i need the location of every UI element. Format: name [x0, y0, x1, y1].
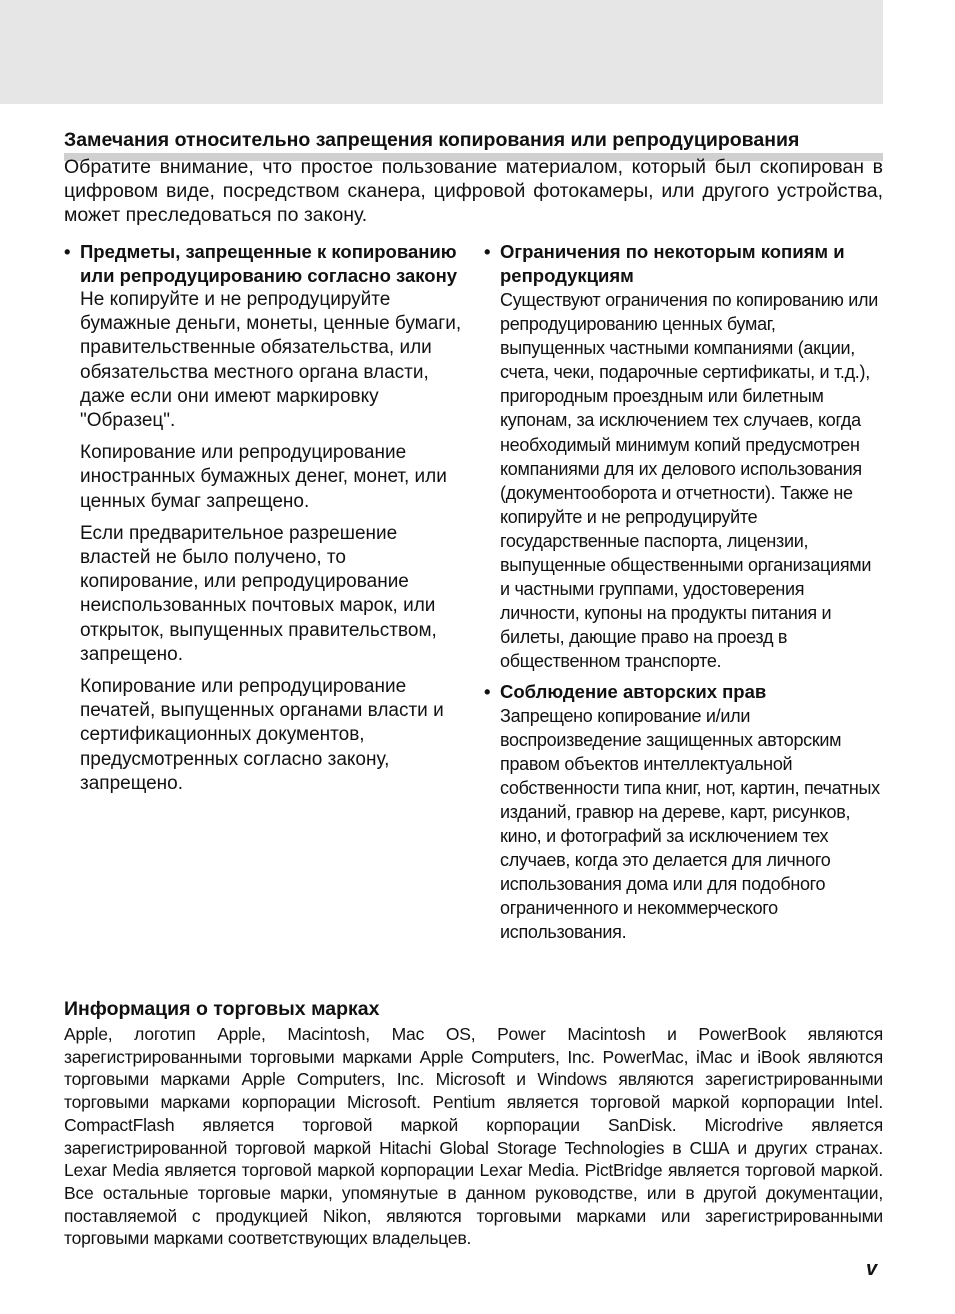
header-band: [0, 0, 883, 104]
trademarks-title: Информация о торговых марках: [64, 998, 380, 1020]
bullet-heading-copyright: [484, 680, 884, 704]
bullet-icon: •: [484, 241, 491, 262]
heading-prohibited-text: Предметы, запрещенные к копированию или репродуцированию согласно закону: [80, 241, 458, 286]
paragraph-stamps: Если предварительное разрешение властей не было получено, то копирование, или репродуцирование неиспользованных почтовых марок, или открыток, выпущенных правительством, запрещено.: [80, 522, 437, 665]
paragraph-restrictions: Существуют ограничения по копированию или репродуцированию ценных бумаг, выпущенных частными компаниями (акции, счета, чеки, подарочные сертификаты, и т.д.), пригородным проездным или билетным купонам, за исключением тех случаев, когда необходимый минимум копий предусмотрен компаниями для их делового использования (документооборота и отчетности). Также не копируйте и не репродуцируйте государственные паспорта, лицензии, выпущенные общественными организациями и частными группами, удостоверения личности, купоны на продукты питания и билеты, дающие право на проезд в общественном транспорте.: [500, 290, 878, 672]
page-number: v: [866, 1258, 878, 1280]
right-column: [484, 240, 884, 950]
trademarks-body: Apple, логотип Apple, Macintosh, Mac OS, Power Macintosh и PowerBook являются зарегистрированными торговыми марками Apple Computers, Inc. PowerMac, iMac и iBook являются торговыми марками Apple Computers, Inc. Microsoft и Windows являются зарегистрированными торговыми марками корпорации Microsoft. Pentium является торговой маркой корпорации Intel. CompactFlash является торговой маркой корпорации SanDisk. Microdrive является зарегистрированной торговой маркой Hitachi Global Storage Technologies в США и других странах. Lexar Media является торговой маркой корпорации Lexar Media. PictBridge является торговой маркой. Все остальные торговые марки, упомянутые в данном руководстве, или в другой документации, поставляемой с продукцией Nikon, являются торговыми марками или зарегистрированными торговыми марками соответствующих владельцев.: [64, 1024, 883, 1249]
paragraph-money: Не копируйте и не репродуцируйте бумажные деньги, монеты, ценные бумаги, правительственные обязательства, или обязательства местного органа власти, даже если они имеют маркировку "Образец".: [80, 289, 462, 432]
bullet-icon: •: [484, 680, 491, 702]
intro-paragraph: Обратите внимание, что простое пользование материалом, который был скопирован в цифровом виде, посредством сканера, цифровой фотокамеры, или другого устройства, может преследоваться по закону.: [64, 156, 883, 226]
paragraph-foreign-money: Копирование или репродуцирование иностранных бумажных денег, монет, или ценных бумаг запрещено.: [80, 442, 447, 512]
heading-copyright-text: Соблюдение авторских прав: [500, 680, 767, 702]
bullet-icon: •: [64, 241, 71, 262]
paragraph-copyright: Запрещено копирование и/или воспроизведение защищенных авторским правом объектов интеллектуальной собственности типа книг, нот, картин, печатных изданий, гравюр на дереве, карт, рисунков, кино, и фотографий за исключением тех случаев, когда это делается для личного использования дома или для подобного ограниченного и некоммерческого использования.: [500, 705, 880, 943]
bullet-heading-restrictions: [484, 240, 884, 288]
heading-restrictions-text: Ограничения по некоторым копиям и репродукциям: [500, 241, 845, 286]
left-column: [64, 240, 464, 804]
section-title: Замечания относительно запрещения копирования или репродуцирования: [64, 128, 883, 161]
bullet-heading-prohibited: [64, 240, 464, 288]
paragraph-seals: Копирование или репродуцирование печатей, выпущенных органами власти и сертификационных документов, предусмотренных согласно закону, запрещено.: [80, 676, 444, 794]
